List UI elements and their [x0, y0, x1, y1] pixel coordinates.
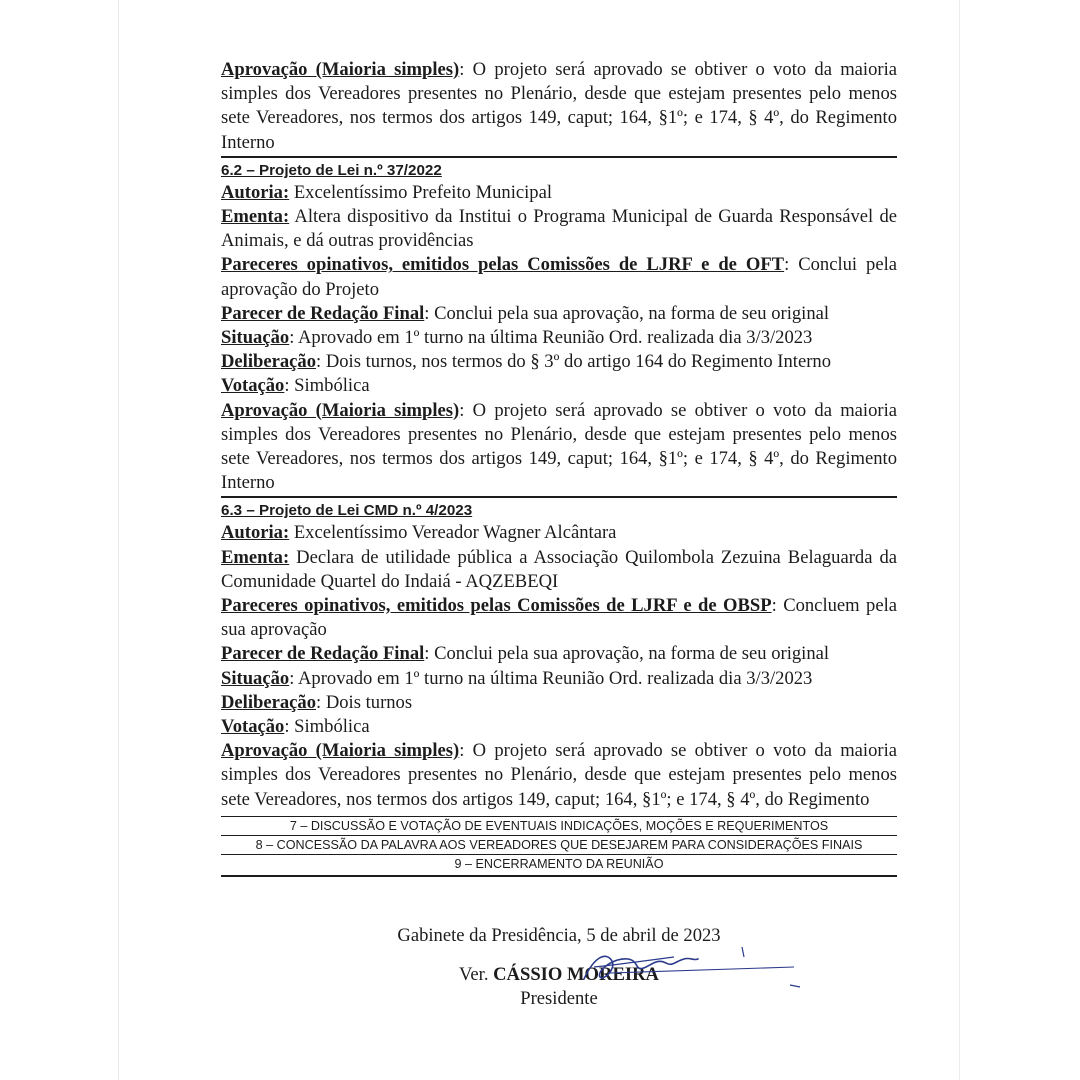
closing-block	[221, 924, 897, 1012]
autoria-label: Autoria:	[221, 522, 290, 544]
pareceres-label: Pareceres opinativos, emitidos pelas Comissões de LJRF e de OBSP	[221, 595, 772, 617]
section-heading-6-2: 6.2 – Projeto de Lei n.º 37/2022	[221, 161, 442, 179]
pareceres-text: : Concluem pela sua aprovação	[221, 595, 897, 641]
signer-name-wrap	[459, 963, 659, 988]
situacao-text: : Aprovado em 1º turno na última Reunião Ord. realizada dia 3/3/2023	[289, 327, 813, 349]
approval-label: Aprovação (Maioria simples)	[221, 59, 460, 80]
pareceres-line	[221, 253, 897, 301]
signer-title-prefix: Ver.	[459, 963, 494, 985]
deliberacao-label: Deliberação	[221, 351, 317, 373]
deliberacao-text: : Dois turnos, nos termos do § 3º do artigo 164 do Regimento Interno	[316, 351, 831, 373]
votacao-line	[221, 715, 897, 739]
deliberacao-line	[221, 350, 897, 374]
votacao-text: : Simbólica	[284, 716, 370, 738]
deliberacao-text: : Dois turnos	[316, 691, 413, 713]
ementa-label: Ementa:	[221, 546, 290, 568]
approval-label: Aprovação (Maioria simples)	[221, 740, 460, 762]
ementa-label: Ementa:	[221, 206, 290, 228]
approval-text: : O projeto será aprovado se obtiver o voto da maioria simples dos Vereadores presentes no Plenário, desde que estejam presentes pelo menos sete Vereadores, nos termos dos artigos 149, caput; 164, §1º; e 174, § 4º, do Regimento	[221, 740, 897, 810]
deliberacao-line	[221, 691, 897, 715]
approval-paragraph-6-1	[221, 58, 897, 155]
ementa-line	[221, 205, 897, 253]
situacao-line	[221, 667, 897, 691]
votacao-label: Votação	[221, 716, 285, 738]
signer-role: Presidente	[520, 988, 598, 1009]
approval-paragraph-6-2	[221, 399, 897, 496]
situacao-line	[221, 326, 897, 350]
approval-label: Aprovação (Maioria simples)	[221, 399, 460, 421]
autoria-text: Excelentíssimo Prefeito Municipal	[289, 181, 553, 203]
votacao-text: : Simbólica	[284, 375, 370, 397]
ementa-text: Declara de utilidade pública a Associação Quilombola Zezuina Belaguarda da Comunidade Quartel do Indaiá - AQZEBEQI	[221, 546, 897, 592]
approval-text: : O projeto será aprovado se obtiver o voto da maioria simples dos Vereadores presentes no Plenário, desde que estejam presentes pelo menos sete Vereadores, nos termos dos artigos 149, caput; 164, §1º; e 174, § 4º, do Regimento Interno	[221, 399, 897, 494]
agenda-item-8: 8 – CONCESSÃO DA PALAVRA AOS VEREADORES QUE DESEJAREM PARA CONSIDERAÇÕES FINAIS	[221, 836, 897, 855]
section-divider	[221, 496, 897, 498]
autoria-text: Excelentíssimo Vereador Wagner Alcântara	[289, 522, 617, 544]
deliberacao-label: Deliberação	[221, 691, 317, 713]
votacao-label: Votação	[221, 375, 285, 397]
agenda-item-9: 9 – ENCERRAMENTO DA REUNIÃO	[221, 855, 897, 877]
situacao-label: Situação	[221, 667, 290, 689]
ementa-text: Altera dispositivo da Institui o Programa Municipal de Guarda Responsável de Animais, e dá outras providências	[221, 206, 897, 252]
pareceres-text: : Conclui pela aprovação do Projeto	[221, 254, 898, 300]
redacao-label: Parecer de Redação Final	[221, 302, 425, 324]
situacao-text: : Aprovado em 1º turno na última Reunião Ord. realizada dia 3/3/2023	[289, 667, 813, 689]
pareceres-label: Pareceres opinativos, emitidos pelas Comissões de LJRF e de OFT	[221, 254, 785, 276]
approval-text: : O projeto será aprovado se obtiver o voto da maioria simples dos Vereadores presentes no Plenário, desde que estejam presentes pelo menos sete Vereadores, nos termos dos artigos 149, caput; 164, §1º; e 174, § 4º, do Regimento Interno	[221, 59, 897, 153]
pareceres-line	[221, 594, 897, 642]
autoria-label: Autoria:	[221, 181, 290, 203]
section-heading-6-3: 6.3 – Projeto de Lei CMD n.º 4/2023	[221, 502, 473, 520]
redacao-line	[221, 642, 897, 666]
page-edge-left	[118, 0, 119, 1080]
section-divider	[221, 156, 897, 158]
redacao-label: Parecer de Redação Final	[221, 643, 425, 665]
signer-name: CÁSSIO MOREIRA	[493, 963, 659, 985]
situacao-label: Situação	[221, 327, 290, 349]
agenda-item-7: 7 – DISCUSSÃO E VOTAÇÃO DE EVENTUAIS INDICAÇÕES, MOÇÕES E REQUERIMENTOS	[221, 816, 897, 836]
redacao-text: : Conclui pela sua aprovação, na forma de seu original	[424, 302, 830, 324]
signer-line	[221, 963, 897, 988]
redacao-line	[221, 302, 897, 326]
autoria-line	[221, 521, 897, 545]
approval-paragraph-6-3	[221, 739, 897, 812]
votacao-line	[221, 374, 897, 398]
place-date: Gabinete da Presidência, 5 de abril de 2023	[397, 925, 721, 946]
autoria-line	[221, 181, 897, 205]
redacao-text: : Conclui pela sua aprovação, na forma de seu original	[424, 643, 830, 665]
page-edge-right	[959, 0, 960, 1080]
ementa-line	[221, 546, 897, 594]
document-body	[221, 58, 897, 877]
